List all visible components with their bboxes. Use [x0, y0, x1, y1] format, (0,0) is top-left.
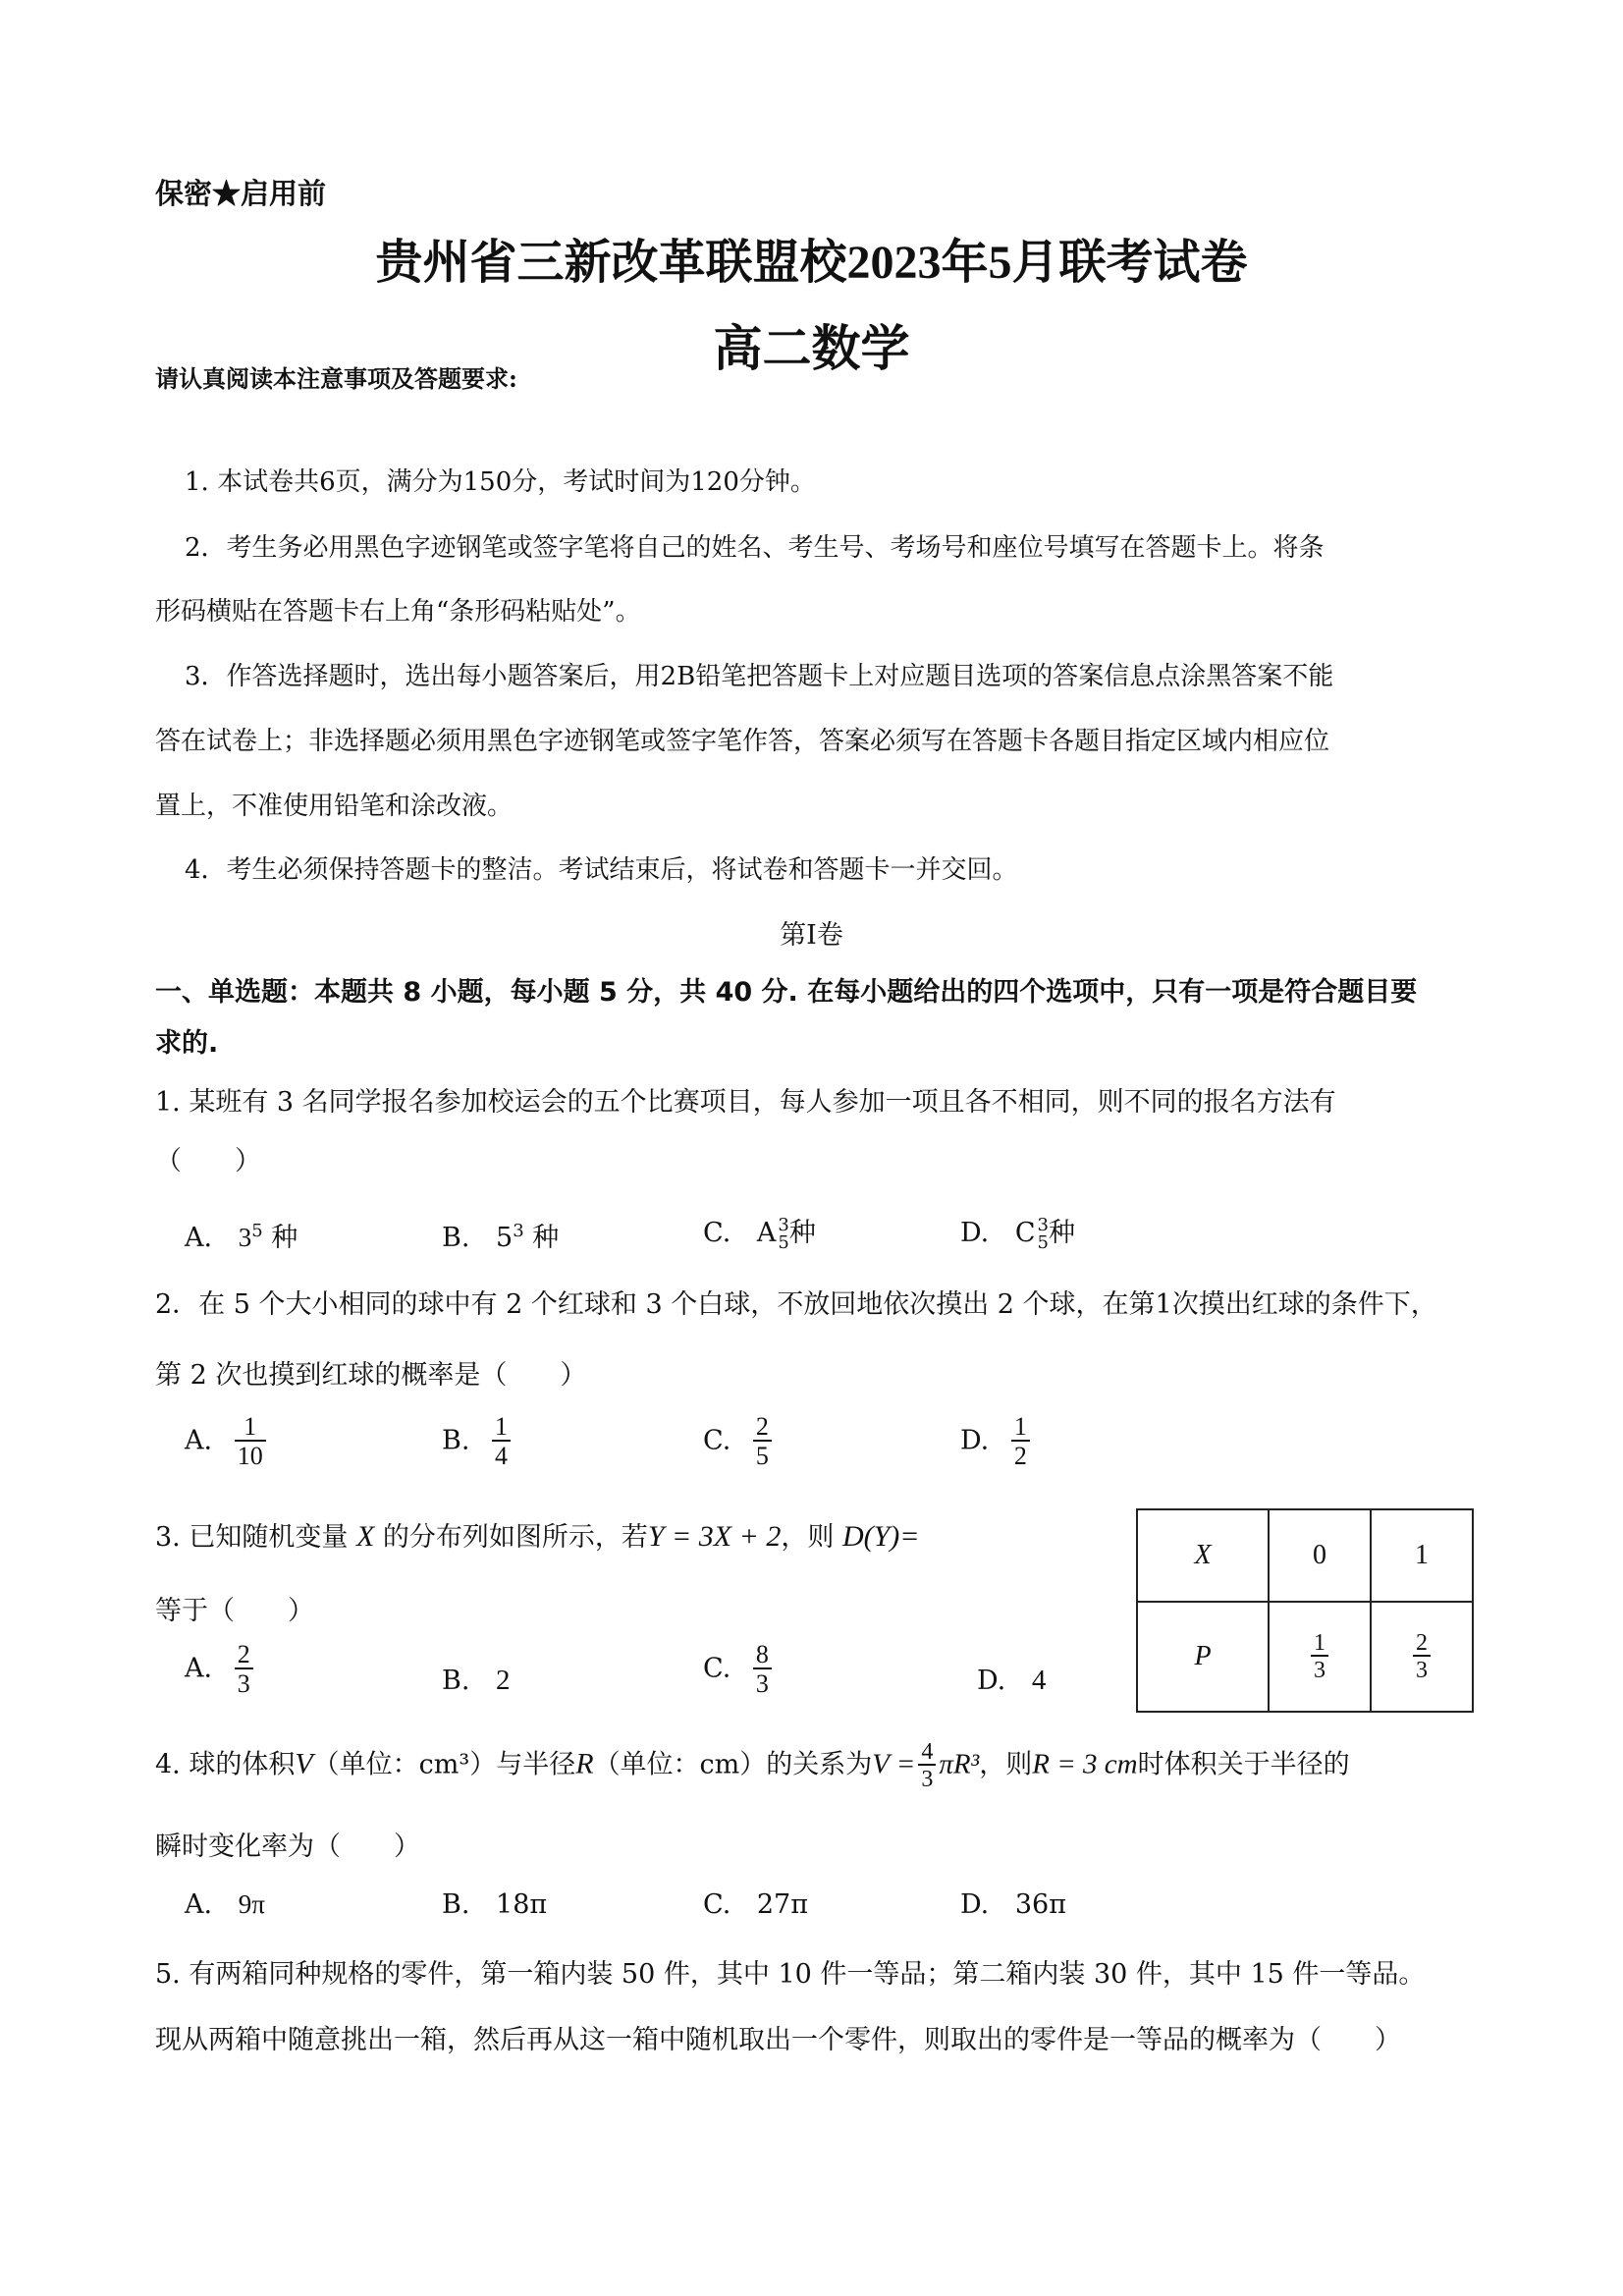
notice-item-3-cont2: 置上，不准使用铅笔和涂改液。: [155, 792, 514, 821]
q3-var-x: X: [355, 1520, 375, 1553]
table-cell-x0: 0: [1269, 1509, 1371, 1602]
q3-a-den: 3: [235, 1667, 253, 1697]
q1-c-sub: 5: [778, 1231, 789, 1253]
q3-c-label: C.: [703, 1653, 731, 1684]
q4-d-label: D.: [960, 1889, 990, 1920]
q4-option-c: [703, 1889, 808, 1920]
q1-d-label: D.: [960, 1218, 990, 1248]
table-row: [1137, 1602, 1473, 1712]
q4-c-val: 27π: [756, 1889, 808, 1920]
q3-stem-cont: 等于（ ）: [155, 1596, 314, 1626]
q3-option-d: [977, 1665, 1046, 1697]
notice-item-3: 3．作答选择题时，选出每小题答案后，用2B铅笔把答题卡上对应题目选项的答案信息点涂黑答案不能: [185, 662, 1334, 691]
q4-stem: [155, 1740, 1350, 1791]
p0-num: 1: [1314, 1630, 1325, 1656]
q4-stem-a: 4. 球的体积: [155, 1749, 296, 1780]
q2-a-label: A.: [185, 1425, 213, 1456]
q2-c-den: 5: [753, 1440, 772, 1469]
q1-d-sup: 3: [1037, 1214, 1049, 1235]
q4-b-label: B.: [442, 1889, 470, 1920]
q4-a-val: 9π: [238, 1889, 265, 1919]
notice-item-2: 2．考生务必用黑色字迹钢笔或签字笔将自己的姓名、考生号、考场号和座位号填写在答题卡上。将条: [185, 533, 1325, 563]
table-row: [1137, 1509, 1473, 1602]
q4-cond: R = 3 cm: [1032, 1748, 1138, 1780]
q1-c-sup: 3: [778, 1214, 789, 1235]
notice-item-2-cont: 形码横贴在答题卡右上角“条形码粘贴处”。: [155, 597, 641, 627]
q1-a-label: A.: [185, 1223, 213, 1253]
q3-a-label: A.: [185, 1653, 213, 1684]
q3-a-num: 2: [237, 1640, 250, 1668]
q1-d-unit: 种: [1049, 1218, 1075, 1248]
q3-formula: Y = 3X + 2: [647, 1520, 782, 1553]
notice-heading: 请认真阅读本注意事项及答题要求:: [155, 364, 517, 393]
q2-stem-cont: 第 2 次也摸到红球的概率是（ ）: [155, 1360, 587, 1391]
section-heading: 一、单选题：本题共 8 小题，每小题 5 分，共 40 分. 在每小题给出的四个选项中，只有一项是符合题目要: [155, 977, 1418, 1008]
q3-stem: [155, 1515, 920, 1554]
q2-c-label: C.: [703, 1425, 731, 1456]
q4-formula-rhs: πR³: [939, 1748, 980, 1780]
q2-b-label: B.: [442, 1425, 470, 1456]
q1-c-label: C.: [703, 1218, 731, 1248]
q2-b-num: 1: [495, 1412, 509, 1441]
q1-a-unit: 种: [271, 1223, 298, 1253]
q3-stem-a: 3. 已知随机变量: [155, 1522, 349, 1553]
q2-d-label: D.: [960, 1425, 990, 1456]
exam-title: 贵州省三新改革联盟校2023年5月联考试卷: [375, 237, 1248, 289]
q1-b-base: 5: [496, 1223, 514, 1253]
confidential-mark: 保密★启用前: [155, 177, 327, 210]
q1-stem: 1. 某班有 3 名同学报名参加校运会的五个比赛项目，每人参加一项且各不相同，则不同的报名方法有: [155, 1087, 1336, 1118]
q1-d-base: C: [1014, 1218, 1036, 1248]
q4-option-d: [960, 1889, 1066, 1920]
notice-item-3-cont: 答在试卷上；非选择题必须用黑色字迹钢笔或签字笔作答，答案必须写在答题卡各题目指定区域内相应位: [155, 727, 1330, 756]
table-cell-x1: 1: [1371, 1509, 1473, 1602]
q4-stem-e: 时体积关于半径的: [1137, 1749, 1350, 1780]
q2-b-den: 4: [492, 1440, 511, 1469]
table-cell-p0: [1269, 1602, 1371, 1712]
q1-stem-paren: （ ）: [155, 1146, 261, 1176]
q4-c-label: C.: [703, 1889, 731, 1920]
q4-var-v: V: [295, 1747, 313, 1780]
q1-b-label: B.: [442, 1223, 470, 1253]
q3-option-a: [185, 1642, 253, 1697]
q1-a-base: 3: [238, 1223, 252, 1252]
table-cell-p1: [1371, 1602, 1473, 1712]
notice-item-1: 1. 本试卷共6页，满分为150分，考试时间为120分钟。: [185, 467, 816, 497]
q1-option-a: [185, 1216, 298, 1254]
table-head-p: P: [1137, 1602, 1269, 1712]
q4-stem-cont: 瞬时变化率为（ ）: [155, 1831, 420, 1862]
table-head-x: X: [1137, 1509, 1269, 1602]
q2-stem: 2．在 5 个大小相同的球中有 2 个红球和 3 个白球，不放回地依次摸出 2 个球，在第1次摸出红球的条件下，: [155, 1289, 1437, 1320]
q1-option-b: [442, 1216, 559, 1254]
section-heading-cont: 求的.: [155, 1028, 219, 1059]
q1-d-sub: 5: [1037, 1231, 1049, 1253]
q2-option-c: [703, 1414, 772, 1469]
q2-option-b: [442, 1414, 511, 1469]
q3-d-label: D.: [977, 1666, 1006, 1696]
q4-stem-b: （单位：cm³）与半径: [312, 1749, 576, 1780]
q4-formula-lhs: V =: [872, 1748, 916, 1780]
volume-label: 第I卷: [780, 920, 843, 951]
q4-frac-num: 4: [921, 1739, 934, 1765]
q5-stem-cont: 现从两箱中随意挑出一箱，然后再从这一箱中随机取出一个零件，则取出的零件是一等品的概率为（ ）: [155, 2025, 1401, 2055]
q3-dy: D(Y)=: [841, 1520, 920, 1553]
q1-b-unit: 种: [532, 1223, 560, 1253]
q3-option-c: [703, 1642, 772, 1697]
q3-b-val: 2: [496, 1665, 511, 1696]
q4-frac-den: 3: [918, 1764, 936, 1791]
q2-a-den: 10: [235, 1440, 266, 1469]
q3-stem-b: 的分布列如图所示，若: [382, 1522, 648, 1553]
q3-c-den: 3: [753, 1667, 772, 1697]
q2-option-a: [185, 1414, 266, 1469]
exam-subject: 高二数学: [713, 321, 910, 376]
q4-stem-c: （单位：cm）的关系为: [593, 1749, 873, 1780]
q2-a-num: 1: [243, 1412, 257, 1441]
distribution-table: [1136, 1508, 1474, 1713]
q2-c-num: 2: [755, 1412, 769, 1441]
q3-c-num: 8: [755, 1640, 769, 1668]
p0-den: 3: [1311, 1655, 1328, 1682]
q1-b-exp: 3: [513, 1221, 524, 1241]
q4-d-val: 36π: [1014, 1889, 1066, 1920]
q1-option-c: [703, 1211, 816, 1252]
q2-option-d: [960, 1414, 1030, 1469]
q2-d-den: 2: [1011, 1440, 1030, 1469]
p1-num: 2: [1416, 1630, 1428, 1656]
q1-option-d: [960, 1211, 1075, 1252]
q3-d-val: 4: [1031, 1665, 1047, 1696]
q4-b-val: 18π: [496, 1889, 548, 1920]
q3-stem-c: ，则: [781, 1522, 835, 1553]
q4-option-b: [442, 1889, 547, 1920]
q3-option-b: [442, 1665, 511, 1697]
q4-option-a: [185, 1889, 265, 1920]
q3-b-label: B.: [442, 1666, 470, 1696]
q4-a-label: A.: [185, 1889, 213, 1920]
q4-stem-d: ，则: [979, 1749, 1033, 1780]
q1-c-unit: 种: [788, 1218, 816, 1248]
p1-den: 3: [1413, 1655, 1431, 1682]
q1-c-base: A: [756, 1218, 777, 1248]
q2-d-num: 1: [1013, 1412, 1027, 1441]
q5-stem: 5. 有两箱同种规格的零件，第一箱内装 50 件，其中 10 件一等品；第二箱内装 30 件，其中 15 件一等品。: [155, 1959, 1426, 1990]
notice-item-4: 4．考生必须保持答题卡的整洁。考试结束后，将试卷和答题卡一并交回。: [185, 855, 1018, 885]
q4-var-r: R: [575, 1747, 594, 1780]
q1-a-exp: 5: [251, 1221, 263, 1241]
